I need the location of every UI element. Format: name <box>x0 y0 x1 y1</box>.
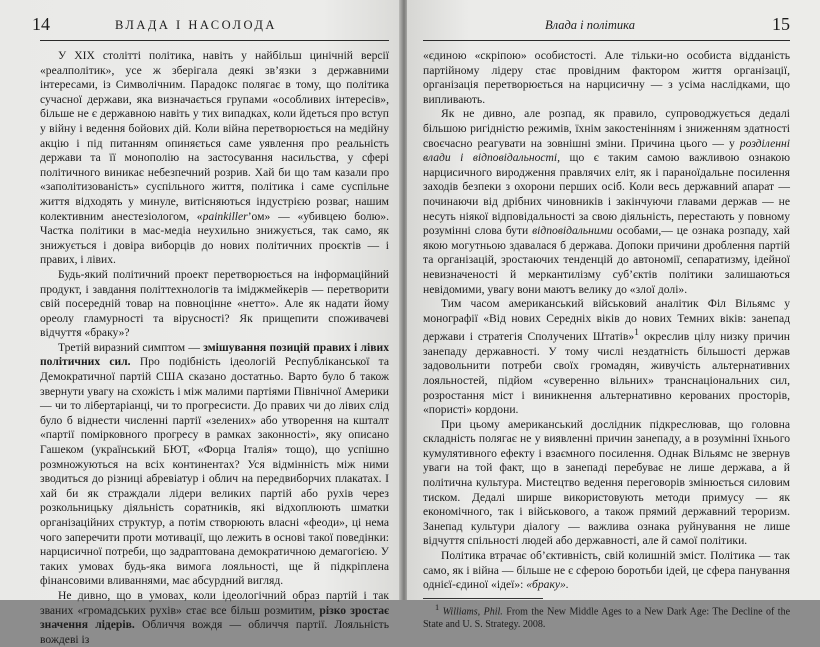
paragraph <box>40 268 389 341</box>
paragraph <box>423 297 790 418</box>
text-run: «єдиною «скріпою» особистості. Але тільки-но особиста відданість партійному лідеру стає провідним фактором життя організації, організація перетворюється на нарцисичну — з усіма наслідками, що випливають. <box>423 49 790 106</box>
text-run: особами,— це ознака розпаду, хай якою могутньою здавалася б держава. Допоки причини дроблення партій та організацій, зростаючих тенденцій до автономії, сепаратизму, ідейної невизначеності й меркантилізму суб’єктів політики залишаються невідомими, увагу вони маютъ велику до «злої долі». <box>423 224 790 296</box>
left-running-head: ВЛАДА І НАСОЛОДА <box>115 18 277 32</box>
text-run: Обличчя вождя — обличчя партії. Лояльність вождеві із <box>40 618 389 646</box>
text-run: окреслив цілу низку причин занепаду державності. У тому числі нездатність більшості держав задовольнити потреби своїх громадян, живучість альтернативних лояльностей, підйом «суверенно вільних» транснаціональних сил, розростання міст і виникнення альтернативно керованих просторів, «пористі» кордони. <box>423 330 790 417</box>
paragraph <box>423 549 790 593</box>
italic-run: розділенні влади і відповідальності, <box>423 136 790 165</box>
italic-run: Williams, Phil. <box>442 606 503 618</box>
text-run: що є таким самою важливою ознакою нарцисичного виродження правлячих еліт, як і параноїдальне посилення заходів безпеки з охорони перших осіб. Коли весь державний апарат — починаючи від дрібних чиновників і закінчуючи главами держав — не несуть ніякої відповідальності за свою діяльність, перестають у повному розумінні слова бути <box>423 151 790 238</box>
text-run: Не дивно, що в умовах, коли ідеологічний образ партій і так званих «громадських рухів» стає все більш розмитим, <box>40 588 389 617</box>
text-run: From the New Middle Ages to a New Dark Age: The Decline of the State and U. S. Strategy. 2008. <box>423 606 791 630</box>
right-body <box>423 49 790 631</box>
left-page <box>0 0 403 646</box>
bold-run: змішування позицій правих і лівих політичних сил. <box>40 340 389 369</box>
italic-run: painkiller <box>202 209 248 223</box>
right-running-head: Влада і політика <box>545 18 635 32</box>
right-header <box>423 0 790 41</box>
paragraph <box>40 589 389 647</box>
text-run: Про подібність ідеологій Республіканської та Демократичної партій США сказано достатньо. Варто було б також звернути увагу на схожість і між малими партіями Північної Америки — чи то лібертаріанці, чи то прогресисти. До правих чи до лівих слід було б віднести численні партії «зелених» або утворення на кшталт «партії помірковного прогресу в рамках законності», яку описано Гашеком (український БЮТ, «Форца Італія» тощо), що успішно розмножуються на всіх континентах? Уся відмінність між ними зводиться до різниці абревіатур і облич на передвиборчих плакатах. І хай би як страждали лідери великих партій або рухів через розкольницьку діяльність соратників, які відхоплюють шматки організаційних структур, а потім створюють власні «феоди», ці нема чого заперечити проти мотивації, що лежить в основі такої поведінки: нарцисичної потреби, що задраптована демократичною демагогією. У таких умовах будь-яка вимога лояльності, ще й підкріплена фінансовими вливаннями, має абсурдний вигляд. <box>40 355 390 588</box>
paragraph <box>423 418 790 549</box>
text-run: ’ом» — «убивцею болю». Частка політики в мас-медіа неухильно знижується, так само, як знижується і довіра виборців до нових політичних проєктів — і правих, і лівих. <box>40 209 389 267</box>
paragraph <box>423 107 790 297</box>
text-run: Як не дивно, але розпад, як правило, супроводжується дедалі більшою ригідністю режимів, їхнім закостенінням і зниженням здатності своєчасно реагувати на зовнішні зміни. Причина цього — у <box>423 107 790 150</box>
text-run: Тим часом американський військовий аналітик Філ Вільямс у монографії «Від нових Середніх віків до нових Темних віків: занепад держави і стратегія Сполучених Штатів» <box>423 297 790 344</box>
left-header <box>32 0 389 41</box>
italic-run: відповідальними <box>532 224 613 238</box>
right-page-number: 15 <box>772 14 790 34</box>
paragraph <box>40 341 389 589</box>
footnote-marker: 1 <box>634 327 639 339</box>
footnote <box>423 602 790 631</box>
paragraph <box>423 49 790 107</box>
left-page-number: 14 <box>32 14 50 34</box>
bold-run: різко зростає значення лідерів. <box>40 603 390 632</box>
text-run: Політика втрачає об’єктивність, свій колишній зміст. Політика — так само, як і війна — більше не є сферою боротьби ідей, це сфера панування однієї-єдиної «ідеї»: <box>423 549 790 592</box>
footnote-rule <box>423 598 543 599</box>
paragraph <box>40 49 389 268</box>
text-run: Будь-який політичний проект перетворюється на інформаційний продукт, і завдання політтехнологів та іміджмейкерів — перетворити свій посередній товар на повноцінне «нетто». Але як надати йому ореолу гламурності та вірусності? Як прищепити споживачеві відчуття «браку»? <box>40 267 389 340</box>
text-run: При цьому американський дослідник підкреслював, що головна складність полягає не у виявленні причин занепаду, а в розумінні їхнього кумулятивного ефекту і взаємного посилення. Однак Вільямс не звернув уваги на той факт, що в занепаді перебуває не лише держава, а й політична культура. Мистецтво ведення переговорів змінюється силовим тиском. Дедалі ширше використовують методи примусу — як економічного, так і військового, а також прямий державний тероризм. Занепад культури діалогу — важлива ознака руйнування не лише відчуття спільності людей або державності, але й самої політики. <box>423 417 790 548</box>
right-page <box>407 0 820 630</box>
italic-run: «браку». <box>526 578 569 592</box>
footnote-marker: 1 <box>435 602 440 612</box>
left-body <box>40 49 389 647</box>
text-run: Третій виразний симптом — <box>58 340 204 354</box>
text-run: У XIX столітті політика, навіть у найбільш цинічній версії «реалполітик», усе ж зберігала деякі зв’язки з державними інтересами, із Символічним. Парадокс полягає в тому, що політика сучасної держави, яка визначається групами «особливих інтересів», більше не є державною навіть у тих випадках, коли йдеться про вступ у війну і ведення бойових дій. Коли війна перетворюється на медійну акцію і під питанням опиняється саме уявлення про реальність держави та її монополію на застосування насильства, у сфері політичного виникає небезпечний розрив. Хай би що там казали про «заполітизованість» суспільного життя, політика і саме суспільне життя відходять у минуле, витісняються індустрією розваг, нашим колективним анестезіологом, « <box>40 49 389 223</box>
